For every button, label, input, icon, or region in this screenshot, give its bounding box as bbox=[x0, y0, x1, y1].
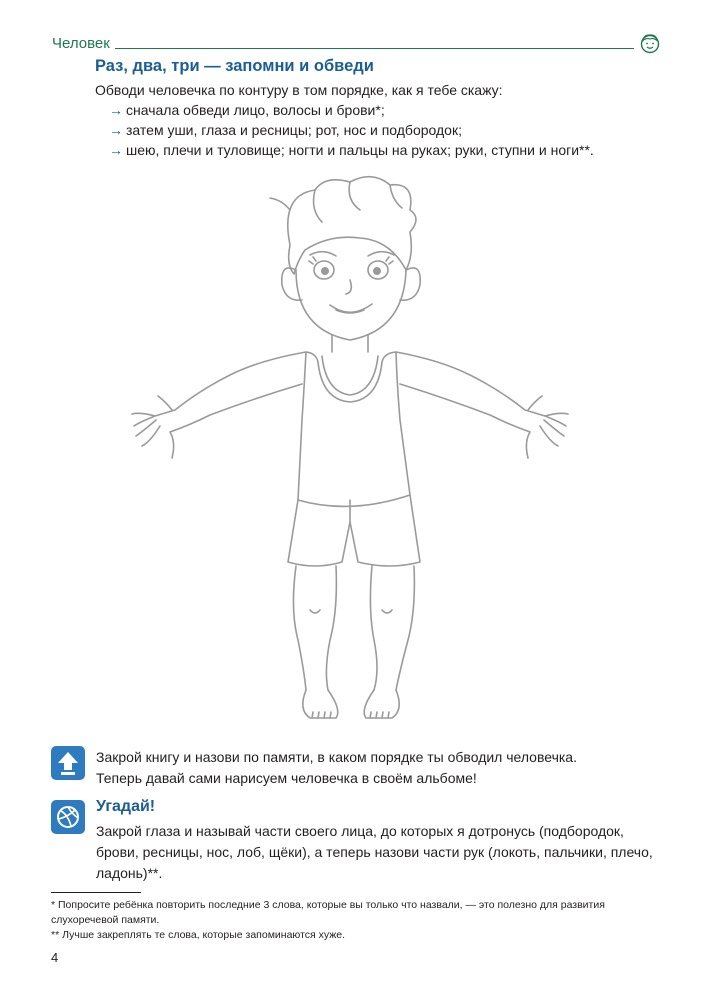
step-text: шею, плечи и туловище; ногти и пальцы на руках; руки, ступни и ноги**. bbox=[126, 142, 594, 158]
left-foot bbox=[303, 690, 338, 718]
task2-title: Угадай! bbox=[96, 798, 156, 815]
up-arrow-icon bbox=[51, 746, 85, 780]
left-leg bbox=[293, 566, 336, 690]
mouth bbox=[330, 304, 372, 312]
footnote-divider bbox=[51, 892, 141, 893]
right-foot bbox=[364, 690, 399, 718]
hair-outline bbox=[288, 177, 416, 274]
right-arm bbox=[396, 352, 568, 458]
task-ball-badge bbox=[51, 800, 85, 834]
task2-text: Закрой глаза и называй части своего лица, до которых я дотронусь (подбородок, брови, ресницы, нос, лоб, щёки), а теперь назови части рук (локоть, пальчики, плечо, ладонь)**. bbox=[96, 823, 653, 881]
arrow-icon: → bbox=[109, 122, 123, 138]
brow-left bbox=[310, 252, 336, 256]
footnotes bbox=[51, 898, 663, 943]
brow-right bbox=[368, 252, 394, 256]
footnote: ** Лучше закреплять те слова, которые запоминаются хуже. bbox=[51, 929, 346, 941]
footnote: * Попросите ребёнка повторить последние 3 слова, которые вы только что назвали, — это полезно для развития слухоречевой памяти. bbox=[51, 899, 605, 926]
exercise-intro: Обводи человечка по контуру в том порядке, как я тебе скажу: bbox=[95, 82, 503, 98]
left-thumb bbox=[158, 396, 172, 410]
steps-list bbox=[109, 100, 594, 160]
step-item bbox=[109, 140, 594, 160]
task-up-arrow-badge bbox=[51, 746, 85, 780]
child-face-icon bbox=[638, 31, 662, 55]
section-title: Человек bbox=[52, 35, 110, 52]
step-text: затем уши, глаза и ресницы; рот, нос и подбородок; bbox=[126, 122, 462, 138]
left-arm bbox=[132, 352, 306, 458]
ball-icon bbox=[51, 800, 85, 834]
step-text: сначала обведи лицо, волосы и брови*; bbox=[126, 102, 385, 118]
task1-line: Закрой книгу и назови по памяти, в каком порядке ты обводил человечка. bbox=[96, 749, 577, 765]
tank-top bbox=[298, 352, 410, 506]
header-rule bbox=[115, 48, 634, 49]
step-item bbox=[109, 100, 594, 120]
page-header bbox=[52, 35, 662, 57]
exercise-title: Раз, два, три — запомни и обведи bbox=[95, 57, 374, 75]
step-item bbox=[109, 120, 594, 140]
page-number: 4 bbox=[51, 950, 59, 965]
boy-outline-illustration bbox=[110, 170, 590, 730]
right-thumb bbox=[528, 396, 542, 410]
task1-text bbox=[96, 747, 577, 789]
right-leg bbox=[370, 566, 414, 690]
arrow-icon: → bbox=[109, 102, 123, 118]
arrow-icon: → bbox=[109, 142, 123, 158]
nose bbox=[346, 280, 351, 294]
task1-line: Теперь давай сами нарисуем человечка в своём альбоме! bbox=[96, 770, 477, 786]
